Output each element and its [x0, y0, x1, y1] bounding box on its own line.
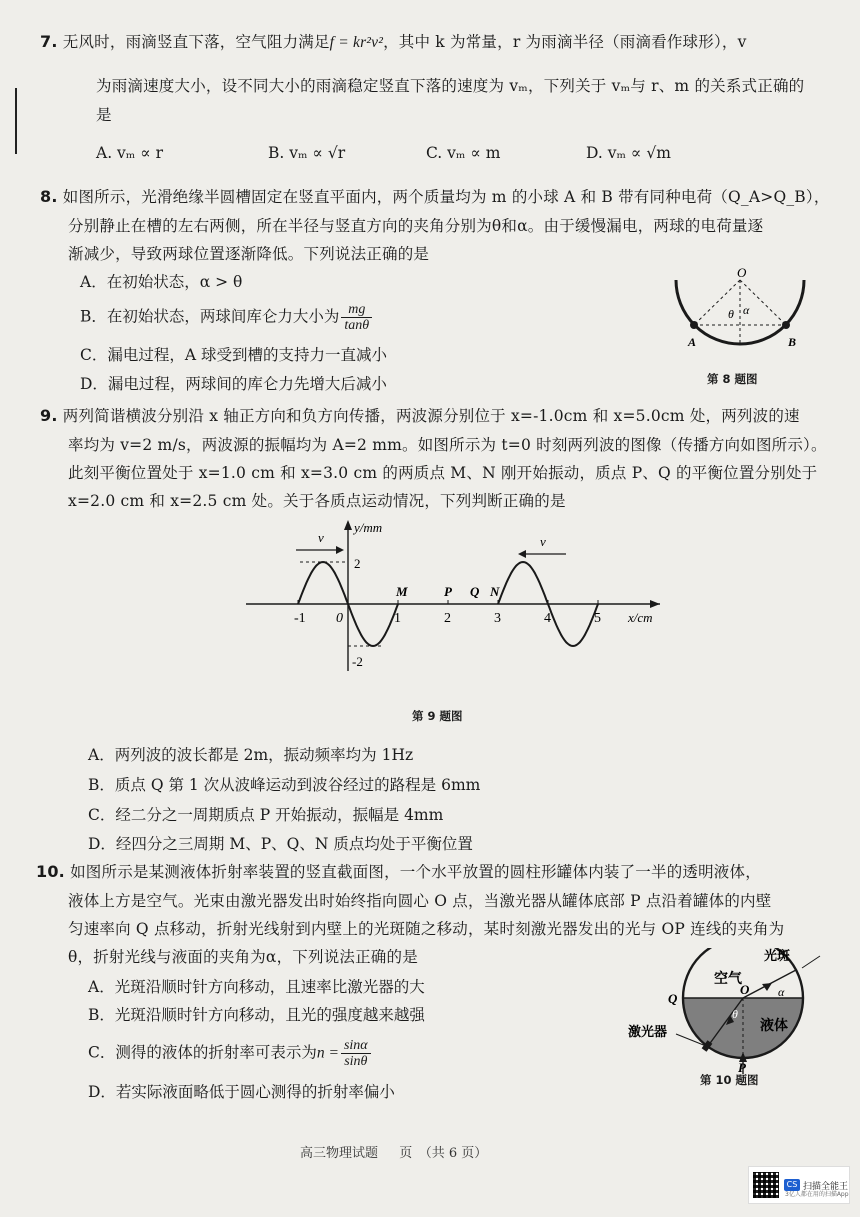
q8-option-d: D．漏电过程，两球间的库仑力先增大后减小 — [80, 375, 387, 393]
scanner-badge — [748, 1166, 850, 1204]
q9-number: 9. — [40, 406, 58, 425]
q9-tick-label: 3 — [494, 611, 501, 626]
q10-line-3: 匀速率向 Q 点移动，折射光线射到内壁上的光斑随之移动，某时刻激光器发出的光与 OP 连线的夹角为 — [68, 920, 785, 938]
q10-line-2: 液体上方是空气。光束由激光器发出时始终指向圆心 O 点，当激光器从罐体底部 P 点沿着罐体的内壁 — [68, 892, 772, 910]
q9-figure — [240, 516, 670, 676]
q9-label-m: M — [396, 584, 408, 599]
q9-v-right: v — [540, 534, 546, 549]
q10-option-d: D．若实际液面略低于圆心测得的折射率偏小 — [88, 1083, 395, 1101]
q10-label-alpha: α — [778, 985, 785, 999]
q9-label-q: Q — [470, 584, 480, 599]
q10-line-1: 10. 如图所示是某测液体折射率装置的竖直截面图，一个水平放置的圆柱形罐体内装了一半的透明液体， — [36, 862, 761, 881]
qr-code-icon — [753, 1172, 779, 1198]
q10-c-fraction: $\frac{\sin\alpha}{\sin\theta}$ — [341, 1038, 371, 1069]
q8-line-1: 8. 如图所示，光滑绝缘半圆槽固定在竖直平面内，两个质量均为 m 的小球 A 和 B 带有同种电荷（Q_A>Q_B）， — [40, 187, 830, 206]
q9-tick-label: 1 — [394, 611, 401, 626]
q9-tick-label: 5 — [594, 611, 601, 626]
q10-figure — [626, 948, 836, 1078]
q9-v-left: v — [318, 530, 324, 545]
q9-y-label: y/mm — [354, 520, 383, 535]
q10-laser-label: 激光器 — [628, 1024, 668, 1039]
q10-liquid-label: 液体 — [760, 1019, 788, 1034]
q9-y-neg-label: -2 — [352, 654, 363, 669]
q9-label-p: P — [444, 584, 452, 599]
q7-option-b: B. vₘ ∝ √r — [268, 144, 346, 162]
q10-spot-leader — [802, 956, 820, 968]
q8-option-c: C．漏电过程，A 球受到槽的支持力一直减小 — [80, 346, 387, 364]
q10-label-o: O — [740, 982, 750, 997]
q8-line-3: 渐减少，导致两球位置逐渐降低。下列说法正确的是 — [68, 245, 430, 263]
badge-subtitle: 3亿人都在用的扫描App — [785, 1191, 849, 1198]
q10-option-b: B．光斑沿顺时针方向移动，且光的强度越来越强 — [88, 1006, 425, 1024]
q9-tick-label: 2 — [444, 611, 451, 626]
q8-ball-a — [690, 321, 698, 329]
page-footer: 高三物理试题 页 （共 6 页） — [300, 1146, 488, 1161]
q10-spot-label: 光斑 — [764, 948, 791, 963]
q9-line-3: 此刻平衡位置处于 x=1.0 cm 和 x=3.0 cm 的两质点 M、N 刚开始振动，质点 P、Q 的平衡位置分别处于 — [68, 464, 818, 482]
q9-caption: 第 9 题图 — [412, 709, 463, 723]
q7-line-1: 7. 无风时，雨滴竖直下落，空气阻力满足f = kr²v²，其中 k 为常量，r 为雨滴半径（雨滴看作球形），v — [40, 32, 747, 51]
q9-tick-label: 4 — [544, 611, 551, 626]
q9-option-c: C．经二分之一周期质点 P 开始振动，振幅是 4mm — [88, 806, 444, 824]
q8-label-alpha: α — [743, 303, 750, 317]
q9-tick-label: -1 — [294, 611, 306, 626]
q10-caption: 第 10 题图 — [700, 1073, 759, 1087]
q8-caption: 第 8 题图 — [707, 372, 758, 386]
q9-option-d: D．经四分之三周期 M、P、Q、N 质点均处于平衡位置 — [88, 835, 473, 853]
q9-y-pos-label: 2 — [354, 556, 361, 571]
margin-mark — [15, 88, 17, 154]
q10-number: 10. — [36, 862, 65, 881]
q10-option-a: A．光斑沿顺时针方向移动，且速率比激光器的大 — [88, 978, 425, 996]
q8-line-2: 分别静止在槽的左右两侧，所在半径与竖直方向的夹角分别为θ和α。由于缓慢漏电，两球的电荷量逐 — [68, 217, 764, 235]
q9-x-label: x/cm — [628, 610, 653, 625]
q8-label-theta: θ — [728, 307, 734, 321]
q9-x-arrow — [650, 600, 660, 608]
q8-number: 8. — [40, 187, 58, 206]
q7-option-c: C. vₘ ∝ m — [426, 144, 501, 162]
q9-label-n: N — [490, 584, 500, 599]
q10-line-4: θ，折射光线与液面的夹角为α，下列说法正确的是 — [68, 948, 418, 966]
q8-label-a: A — [688, 335, 697, 349]
q7-number: 7. — [40, 32, 58, 51]
q10-label-q: Q — [668, 991, 678, 1006]
q9-line-4: x=2.0 cm 和 x=2.5 cm 处。关于各质点运动情况，下列判断正确的是 — [68, 492, 566, 510]
q8-label-b: B — [788, 335, 797, 349]
q8-figure — [660, 266, 820, 366]
q7-line-2: 为雨滴速度大小，设不同大小的雨滴稳定竖直下落的速度为 vₘ，下列关于 vₘ与 r、m 的关系式正确的 — [96, 77, 805, 95]
q10-air-label: 空气 — [714, 972, 742, 987]
q9-line-1: 9. 两列简谐横波分别沿 x 轴正方向和负方向传播，两波源分别位于 x=-1.0cm 和 x=5.0cm 处，两列波的速 — [40, 406, 800, 425]
q8-ball-b — [782, 321, 790, 329]
q7-option-a: A. vₘ ∝ r — [96, 144, 164, 162]
q9-y-arrow — [344, 520, 352, 530]
q7-formula: f = kr²v² — [329, 34, 384, 51]
q7-line-3: 是 — [96, 106, 112, 124]
q9-option-b: B．质点 Q 第 1 次从波峰运动到波谷经过的路程是 6mm — [88, 776, 481, 794]
q9-tick-label: 0 — [336, 611, 343, 626]
q10-label-theta: θ — [732, 1007, 738, 1021]
q10-option-c: C．测得的液体的折射率可表示为n = $\frac{\sin\alpha}{\sin\theta}$ — [88, 1038, 373, 1069]
cs-logo-icon: CS — [784, 1179, 800, 1191]
q9-option-a: A．两列波的波长都是 2m，振动频率均为 1Hz — [88, 746, 414, 764]
q10-label-p: P — [738, 1060, 746, 1075]
badge-title: 扫描全能王 — [803, 1181, 849, 1192]
q8-b-fraction: $\frac{mg}{\tan\theta}$ — [341, 302, 372, 333]
q9-line-2: 率均为 v=2 m/s，两波源的振幅均为 A=2 mm。如图所示为 t=0 时刻两列波的图像（传播方向如图所示）。 — [68, 436, 827, 454]
q8-option-a: A．在初始状态，α > θ — [80, 273, 243, 291]
q7-option-d: D. vₘ ∝ √m — [586, 144, 671, 162]
q8-option-b: B．在初始状态，两球间库仑力大小为 $\frac{mg}{\tan\theta}$ — [80, 302, 374, 333]
q8-label-o: O — [737, 266, 747, 280]
